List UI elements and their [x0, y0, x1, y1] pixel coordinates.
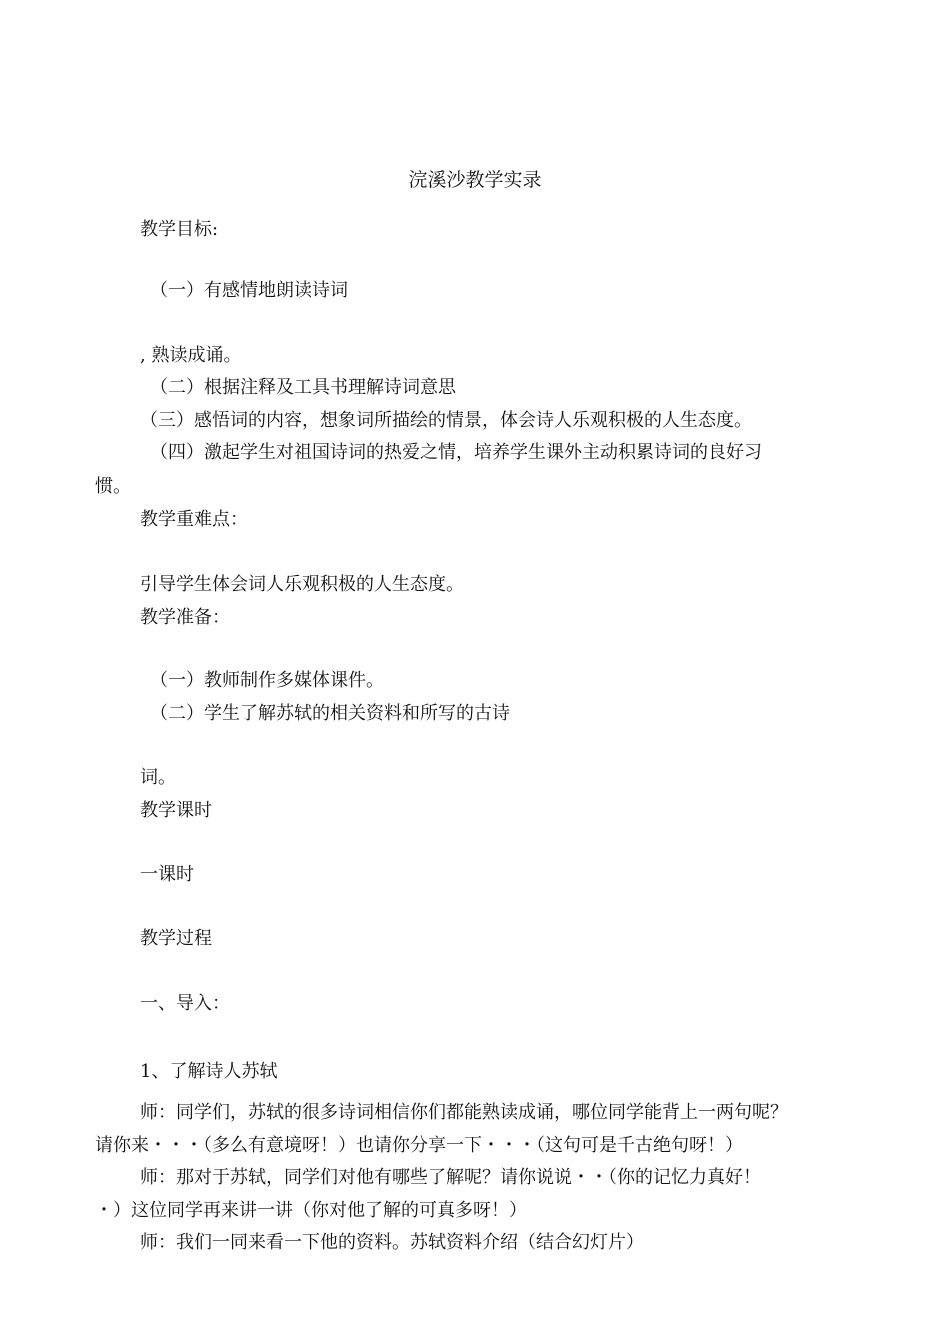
process-paragraph-2b: ・）这位同学再来讲一讲（你对他了解的可真多呀！）	[95, 1200, 527, 1221]
objective-item-1a: （一）有感情地朗读诗词	[150, 280, 348, 301]
lesson-time-heading: 教学课时	[140, 800, 212, 821]
objective-item-4a: （四）激起学生对祖国诗词的热爱之情，培养学生课外主动积累诗词的良好习	[150, 442, 762, 463]
preparation-item-2b: 词。	[140, 767, 176, 788]
preparation-heading: 教学准备：	[140, 607, 230, 628]
key-points-text: 引导学生体会词人乐观积极的人生态度。	[140, 574, 464, 595]
preparation-item-2a: （二）学生了解苏轼的相关资料和所写的古诗	[150, 703, 510, 724]
lesson-time-text: 一课时	[140, 864, 194, 885]
process-paragraph-3: 师：我们一同来看一下他的资料。苏轼资料介绍（结合幻灯片）	[140, 1232, 644, 1253]
preparation-item-1: （一）教师制作多媒体课件。	[150, 670, 384, 691]
objectives-heading: 教学目标:	[140, 219, 219, 240]
process-heading: 教学过程	[140, 928, 212, 949]
objective-item-3: （三）感悟词的内容，想象词所描绘的情景，体会诗人乐观积极的人生态度。	[140, 410, 752, 431]
objective-item-4b: 惯。	[95, 476, 131, 497]
process-paragraph-2a: 师：那对于苏轼，同学们对他有哪些了解呢？请你说说・・（你的记忆力真好！	[140, 1167, 761, 1188]
process-sub-1: 1、了解诗人苏轼	[140, 1061, 278, 1082]
process-paragraph-1a: 师：同学们，苏轼的很多诗词相信你们都能熟读成诵，哪位同学能背上一两句呢？	[140, 1102, 788, 1123]
process-section-1: 一、导入：	[140, 993, 230, 1014]
key-points-heading: 教学重难点：	[140, 509, 248, 530]
process-paragraph-1b: 请你来・・・（多么有意境呀！）也请你分享一下・・・（这句可是千古绝句呀！）	[95, 1135, 743, 1156]
objective-item-2: （二）根据注释及工具书理解诗词意思	[150, 377, 456, 398]
page-title: 浣溪沙教学实录	[408, 169, 542, 191]
objective-item-1b: , 熟读成诵。	[140, 345, 242, 366]
